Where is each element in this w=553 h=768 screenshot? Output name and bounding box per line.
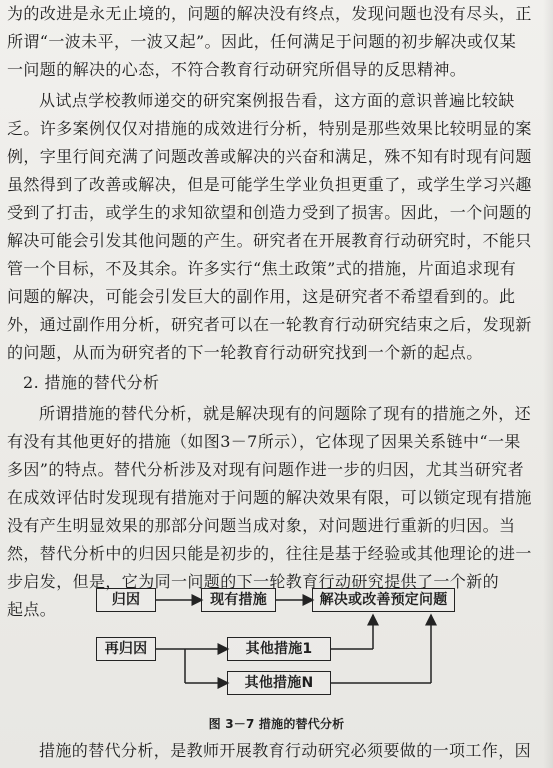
paragraph-3-line-5: 没有产生明显效果的那部分问题当成对象，对问题进行重新的归因。当 xyxy=(7,516,516,535)
paragraph-2-line-3: 例，字里行间充满了问题改善或解决的兴奋和满足，殊不知有时现有问题 xyxy=(7,147,532,166)
reattribution-box: 再归因 xyxy=(96,637,156,661)
figure-caption: 图 3－7 措施的替代分析 xyxy=(208,717,345,731)
paragraph-2-line-5: 受到了打击，或学生的求知欲望和创造力受到了损害。因此，一个问题的 xyxy=(7,203,532,222)
solve-goal-box: 解决或改善预定问题 xyxy=(312,588,455,612)
paragraph-3-line-7: 步启发，但是，它为同一问题的下一轮教育行动研究提供了一个新的 xyxy=(7,572,500,591)
paragraph-3-line-2: 有没有其他更好的措施（如图3－7所示），它体现了因果关系链中“一果 xyxy=(7,432,521,451)
current-measure-box: 现有措施 xyxy=(201,588,276,612)
attribution-box: 归因 xyxy=(96,588,156,612)
paragraph-2-line-7: 管一个目标，不及其余。许多实行“焦土政策”式的措施，片面追求现有 xyxy=(7,259,517,278)
paragraph-2-line-4: 虽然得到了改善或解决，但是可能学生学业负担更重了，或学生学习兴趣 xyxy=(7,175,532,194)
last-paragraph-line: 措施的替代分析，是教师开展教育行动研究必须要做的一项工作，因 xyxy=(39,741,532,760)
paragraph-1-line-2: 所谓“一波未平，一波又起”。因此，任何满足于问题的初步解决或仅某 xyxy=(7,32,517,51)
paragraph-2-line-2: 乏。许多案例仅仅对措施的成效进行分析，特别是那些效果比较明显的案 xyxy=(7,119,532,138)
paragraph-1-line-1: 为的改进是永无止境的，问题的解决没有终点，发现问题也没有尽头，正 xyxy=(7,4,532,23)
paragraph-2-line-9: 外，通过副作用分析，研究者可以在一轮教育行动研究结束之后，发现新 xyxy=(7,315,532,334)
other-measure-1-box: 其他措施1 xyxy=(227,637,331,661)
paragraph-3-line-1: 所谓措施的替代分析，就是解决现有的问题除了现有的措施之外，还 xyxy=(39,404,532,423)
paragraph-2-line-10: 的问题，从而为研究者的下一轮教育行动研究找到一个新的起点。 xyxy=(7,343,483,362)
other-measure-n-box: 其他措施N xyxy=(227,671,331,695)
paragraph-3-line-6: 然，替代分析中的归因只能是初步的，往往是基于经验或其他理论的进一 xyxy=(7,544,532,563)
paragraph-3-line-3: 多因”的特点。替代分析涉及对现有问题作进一步的归因，尤其当研究者 xyxy=(7,460,524,479)
paragraph-2-line-1: 从试点学校教师递交的研究案例报告看，这方面的意识普遍比较缺 xyxy=(39,91,515,110)
section-heading: 2. 措施的替代分析 xyxy=(23,373,160,392)
paragraph-3-line-8: 起点。 xyxy=(7,600,57,619)
paragraph-2-line-6: 解决可能会引发其他问题的产生。研究者在开展教育行动研究时，不能只 xyxy=(7,231,532,250)
paragraph-3-line-4: 在成效评估时发现现有措施对于问题的解决效果有限，可以锁定现有措施 xyxy=(7,488,532,507)
paragraph-2-line-8: 问题的解决，可能会引发巨大的副作用，这是研究者不希望看到的。此 xyxy=(7,287,516,306)
paragraph-1-line-3: 一问题的解决的心态，不符合教育行动研究所倡导的反思精神。 xyxy=(7,60,467,79)
measure-substitution-diagram xyxy=(0,575,553,715)
